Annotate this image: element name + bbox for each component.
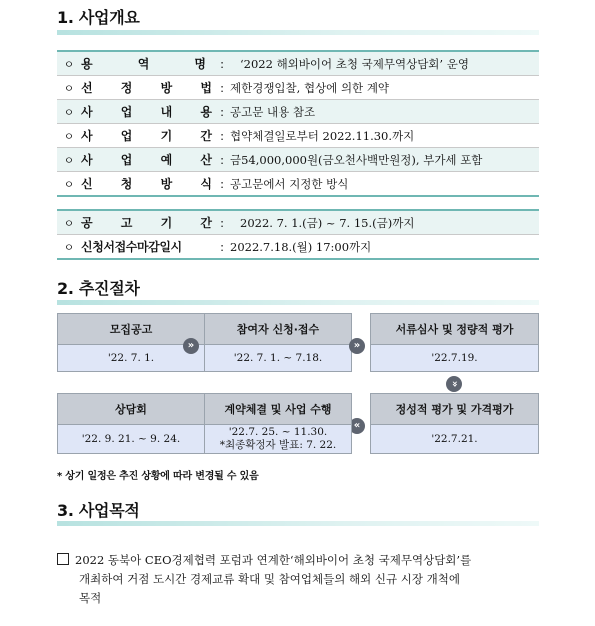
arrow-right-icon: »: [183, 338, 199, 354]
step-contract: [204, 393, 352, 454]
row-label: 사 업 예 산: [81, 153, 212, 167]
arrow-left-icon: «: [349, 418, 365, 434]
row-value: ‘2022 해외바이어 초청 국제무역상담회’ 운영: [240, 56, 469, 71]
row-label: 공 고 기 간: [81, 216, 212, 230]
purpose-text: 2022 동북아 CEO경제협력 포럼과 연계한‘해외바이어 초청 국제무역상담회’를 개최하여 거점 도시간 경제교류 확대 및 참여업체들의 해외 신규 시장 개척에 목적: [57, 551, 547, 608]
arrow-down-icon: »: [446, 376, 462, 392]
row-label: 용 역 명: [81, 57, 206, 71]
circle-bullet-icon: ㅇ: [63, 153, 75, 167]
row-value: 제한경쟁입찰, 협상에 의한 계약: [230, 80, 390, 95]
row-value: 2022.7.18.(월) 17:00까지: [230, 239, 372, 254]
step-qualitative-evaluation: [370, 393, 539, 454]
overview-row-selection-method: ㅇ 선 정 방 법 : 제한경쟁입찰, 협상에 의한 계약: [57, 76, 539, 100]
overview-row-service-name: ㅇ 용 역 명 : ‘2022 해외바이어 초청 국제무역상담회’ 운영: [57, 52, 539, 76]
step-date: '22.7.19.: [371, 344, 538, 371]
circle-bullet-icon: ㅇ: [63, 240, 75, 254]
schedule-table: [57, 209, 539, 260]
overview-row-period: ㅇ 사 업 기 간 : 협약체결일로부터 2022.11.30.까지: [57, 124, 539, 148]
arrow-right-icon: »: [349, 338, 365, 354]
schedule-row-notice-period: ㅇ 공 고 기 간 : 2022. 7. 1.(금) ~ 7. 15.(금)까지: [57, 211, 539, 235]
circle-bullet-icon: ㅇ: [63, 81, 75, 95]
step-date: '22. 7. 1. ~ 7.18.: [205, 344, 351, 371]
row-value: 공고문에서 지정한 방식: [230, 176, 349, 191]
step-title: 모집공고: [58, 314, 204, 344]
overview-row-content: ㅇ 사 업 내 용 : 공고문 내용 참조: [57, 100, 539, 124]
schedule-note: * 상기 일정은 추진 상황에 따라 변경될 수 있음: [57, 471, 259, 482]
row-label: 사 업 기 간: [81, 129, 212, 143]
row-value: 2022. 7. 1.(금) ~ 7. 15.(금)까지: [240, 215, 415, 230]
row-value: 금54,000,000원(금오천사백만원정), 부가세 포함: [230, 152, 483, 167]
step-title: 서류심사 및 정량적 평가: [371, 314, 538, 344]
section-1-bar: [57, 30, 539, 35]
circle-bullet-icon: ㅇ: [63, 129, 75, 143]
row-label: 선 정 방 법: [81, 81, 212, 95]
row-value: 협약체결일로부터 2022.11.30.까지: [230, 128, 415, 143]
row-value: 공고문 내용 참조: [230, 104, 316, 119]
step-consultation: [57, 393, 205, 454]
step-date: '22. 7. 1.: [58, 344, 204, 371]
schedule-row-deadline: ㅇ 신청서접수마감일시 : 2022.7.18.(월) 17:00까지: [57, 235, 539, 258]
step-title: 참여자 신청·접수: [205, 314, 351, 344]
row-label: 신청서접수마감일시: [81, 240, 182, 254]
step-title: 정성적 평가 및 가격평가: [371, 394, 538, 424]
overview-row-budget: ㅇ 사 업 예 산 : 금54,000,000원(금오천사백만원정), 부가세 포함: [57, 148, 539, 172]
overview-row-application-method: ㅇ 신 청 방 식 : 공고문에서 지정한 방식: [57, 172, 539, 195]
step-application: [204, 313, 352, 372]
section-2-bar: [57, 300, 539, 305]
row-label: 사 업 내 용: [81, 105, 212, 119]
step-title: 상담회: [58, 394, 204, 424]
step-title: 계약체결 및 사업 수행: [205, 394, 351, 424]
step-date: '22. 9. 21. ~ 9. 24.: [58, 424, 204, 453]
checkbox-icon: [57, 553, 69, 565]
row-label: 신 청 방 식: [81, 177, 212, 191]
step-date: '22.7. 25. ~ 11.30. *최종확정자 발표: 7. 22.: [205, 424, 351, 453]
section-3-bar: [57, 521, 539, 526]
step-date: '22.7.21.: [371, 424, 538, 453]
section-2-title: 2. 추진절차: [57, 279, 140, 298]
section-1-title: 1. 사업개요: [57, 8, 140, 27]
circle-bullet-icon: ㅇ: [63, 57, 75, 71]
circle-bullet-icon: ㅇ: [63, 177, 75, 191]
overview-table: [57, 50, 539, 197]
section-3-title: 3. 사업목적: [57, 501, 140, 520]
circle-bullet-icon: ㅇ: [63, 216, 75, 230]
step-document-review: [370, 313, 539, 372]
circle-bullet-icon: ㅇ: [63, 105, 75, 119]
